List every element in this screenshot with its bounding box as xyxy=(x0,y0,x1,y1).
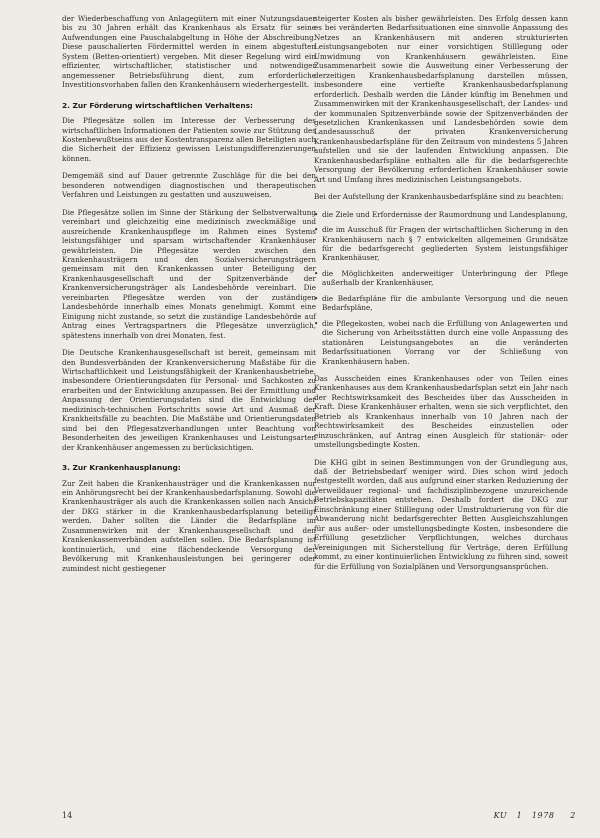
issue-number: 1 xyxy=(516,811,523,820)
paragraph: Die KHG gibt in seinen Bestimmungen von der Grundlegung aus, daß der Betriebsbedarf weniger wird. Dies schon wird jedoch festgestellt worden, daß aus aufgrund einer starken Reduzierung der Verweildauer regional- und fachdisziplinbezogene unzureichende Betriebskapazitäten entstehen. Deshalb fordert die DKG zur Einschränkung einer Stilllegung oder Umstrukturierung von für die Abwanderung nicht bedarfsgerechter Betten Ausgleichszahlungen für aus außer- oder umstellungsbedingte Kosten, insbesondere die Erfüllung gesetzlicher Verpflichtungen, welches durchaus Vereinigungen mit Sicherstellung für Verträge, deren Erfüllung kommt, zu einer kontinuierlichen Entwicklung zu führen sind, soweit für die Erfüllung von Sozialplänen und Versorgungsansprüchen. xyxy=(314,457,568,571)
paragraph: Bei der Aufstellung der Krankenhausbedarfspläne sind zu beachten: xyxy=(314,192,564,202)
bullet-list xyxy=(314,210,568,366)
list-item: • die Ziele und Erfordernisse der Raumordnung und Landesplanung, xyxy=(314,210,568,219)
paragraph: steigerter Kosten als bisher gewährleisten. Des Erfolg dessen kann es bei veränderten Bedarfssituationen eine sinnvolle Anpassung des Netzes an Krankenhäusern mit anderen strukturierten Leistungsangeboten nur einer vorsichtigen Stilllegung oder Umwidmung von Krankenhäusern gewährleisten. Eine Zusammenarbeit sowie die Ausweitung einer Verbesserung der derzeitigen Krankenhausbedarfsplanung darstellen müssen, insbesondere eine vertiefte Krankenhausbedarfsplanung erforderlich. Deshalb werden die Länder künftig im Benehmen und Zusammenwirken mit der Krankenhausgesellschaft, der Landes- und der kommunalen Spitzenverbände sowie der Spitzenverbänden der gesetzlichen Krankenkassen und Landesbehörden sowie dem Landesausschuß der privaten Krankenversicherung Krankenhausbedarfspläne für den Zeitraum von mindestens 5 Jahren aufstellen und sie der laufenden Entwicklung anpassen. Die Krankenhausbedarfspläne enthalten alle für die bedarfsgerechte Versorgung der Bevölkerung erforderlichen Krankenhäuser sowie Art und Umfang ihres medizinischen Leistungsangebots. xyxy=(314,14,568,184)
list-item: • die Pflegekosten, wobei nach die Erfüllung von Anlagewerten und die Sicherung von Arbeitsstätten durch eine volle Anpassung des stationären Leistungsangebotes an die veränderten Bedarfssituationen Vorrang vor der Schließung von Krankenhäusern haben. xyxy=(314,319,568,366)
paragraph: Die Pflegesätze sollen im Interesse der Verbesserung des wirtschaftlichen Informationen der Patienten sowie zur Stützung des Kostenbewußtseins aus der Kostentransparenz allen Beteiligten auch die Sicherheit der Effizienz gewissen Leistungsdifferenzierungen können. xyxy=(62,116,316,163)
list-item: • die im Ausschuß für Fragen der wirtschaftlichen Sicherung in den Krankenhäusern nach § 7 entwickelten allgemeinen Grundsätze für die bedarfsgerecht gegliederten System leistungsfähiger Krankenhäuser, xyxy=(314,225,568,263)
paragraph: der Wiederbeschaffung von Anlagegütern mit einer Nutzungsdauer bis zu 30 Jahren erhält das Krankenhaus als Ersatz für seine Aufwendungen eine Pauschalabgeltung in Höhe der Abschreibung. Diese pauschalierten Fördermittel werden in einem abgestuften System (Betten-orientiert) vergeben. Mit dieser Regelung wird ein effizienter, wirtschaftlicher, statistischer und notwendiger angemessener Betriebsführung dient, zum erforderliche Investitionsvorhaben fallen den Krankenhäusern wiederhergestellt. xyxy=(62,14,316,90)
paragraph: Das Ausscheiden eines Krankenhauses oder von Teilen eines Krankenhauses aus dem Krankenhausbedarfsplan setzt ein Jahr nach der Rechtswirksamkeit des Bescheides über das Ausscheiden in Kraft. Diese Krankenhäuser erhalten, wenn sie sich verpflichtet, den Betrieb als Krankenhaus innerhalb von 10 Jahren nach der Rechtswirksamkeit des Bescheides einzustellen oder einzuschränken, auf Antrag einen Ausgleich für stationär- oder umstellungsbedingte Kosten. xyxy=(314,373,568,450)
right-column xyxy=(314,14,568,579)
paragraph: Die Pflegesätze sollen im Sinne der Stärkung der Selbstverwaltung vereinbart und gleichzeitig eine medizinisch zweckmäßige und ausreichende Krankenhauspflege im Rahmen eines Systems leistungsfähiger und sparsam wirtschaftender Krankenhäuser gewährleisten. Die Pflegesätze werden zwischen den Krankenhausträgern und den Sozialversicherungsträgern gemeinsam mit den Krankenkassen unter Beteiligung der Krankenhausgesellschaft und der Spitzenverbände der Krankenversicherungsträger als Landesbehörde vereinbart. Die vereinbarten Pflegesätze werden von der zuständigen Landesbehörde innerhalb eines Monats genehmigt. Kommt eine Einigung nicht zustande, so setzt die zuständige Landesbehörde auf Antrag eines Vertragspartners die Pflegesätze unverzüglich, spätestens innerhalb von drei Monaten, fest. xyxy=(62,207,316,340)
paragraph: Demgemäß sind auf Dauer getrennte Zuschläge für die bei den besonderen notwendigen diagnostischen und therapeutischen Verfahren und Leistungen zu gestatten und auszuweisen. xyxy=(62,171,316,200)
paragraph: Zur Zeit haben die Krankenhausträger und die Krankenkassen nur ein Anhörungsrecht bei der Krankenhausbedarfsplanung. Sowohl die Krankenhausträger als auch die Krankenkassen sollen nach Ansicht der DKG stärker in die Krankenhausbedarfsplanung beteiligt werden. Daher sollten die Länder die Bedarfspläne im Zusammenwirken mit der Krankenhausgesellschaft und den Krankenkassenverbänden aufstellen sollen. Die Bedarfsplanung ist kontinuierlich, und eine flächendeckende Versorgung der Bevölkerung mit Krankenhausleistungen bei geringerer oder zumindest nicht gestiegener xyxy=(62,478,316,573)
page-number-right: 2 xyxy=(570,811,576,820)
list-item: • die Bedarfspläne für die ambulante Versorgung und die neuen Bedarfspläne, xyxy=(314,294,568,313)
journal-reference xyxy=(494,811,576,820)
page-number-left: 14 xyxy=(62,811,73,820)
paragraph: Die Deutsche Krankenhausgesellschaft ist bereit, gemeinsam mit den Bundesverbänden der Krankenversicherung Maßstäbe für die Wirtschaftlichkeit und Leistungsfähigkeit der Krankenhausbetriebe, insbesondere Orientierungsdaten für Personal- und Sachkosten zu erarbeiten und der Entwicklung anzupassen. Bei der Ermittlung und Anpassung der Orientierungsdaten sind die Entwicklung der medizinisch-technischen Fortschritts sowie Art und Ausmaß der Krankheitsfälle zu beachten. Die Maßstäbe und Orientierungsdaten sind bei den Pflegesatzverhandlungen unter Beachtung von Besonderheiten des jeweiligen Krankenhauses und Leistungsarten der Krankenhäuser angemessen zu berücksichtigen. xyxy=(62,348,316,452)
section-heading: 2. Zur Förderung wirtschaftlichen Verhaltens: xyxy=(62,100,253,110)
journal-name: KU xyxy=(493,811,508,820)
left-column xyxy=(62,14,316,581)
year: 1978 xyxy=(531,811,555,820)
list-item: • die Möglichkeiten anderweitiger Unterbringung der Pflege außerhalb der Krankenhäuser, xyxy=(314,269,568,288)
section-heading: 3. Zur Krankenhausplanung: xyxy=(62,463,181,473)
